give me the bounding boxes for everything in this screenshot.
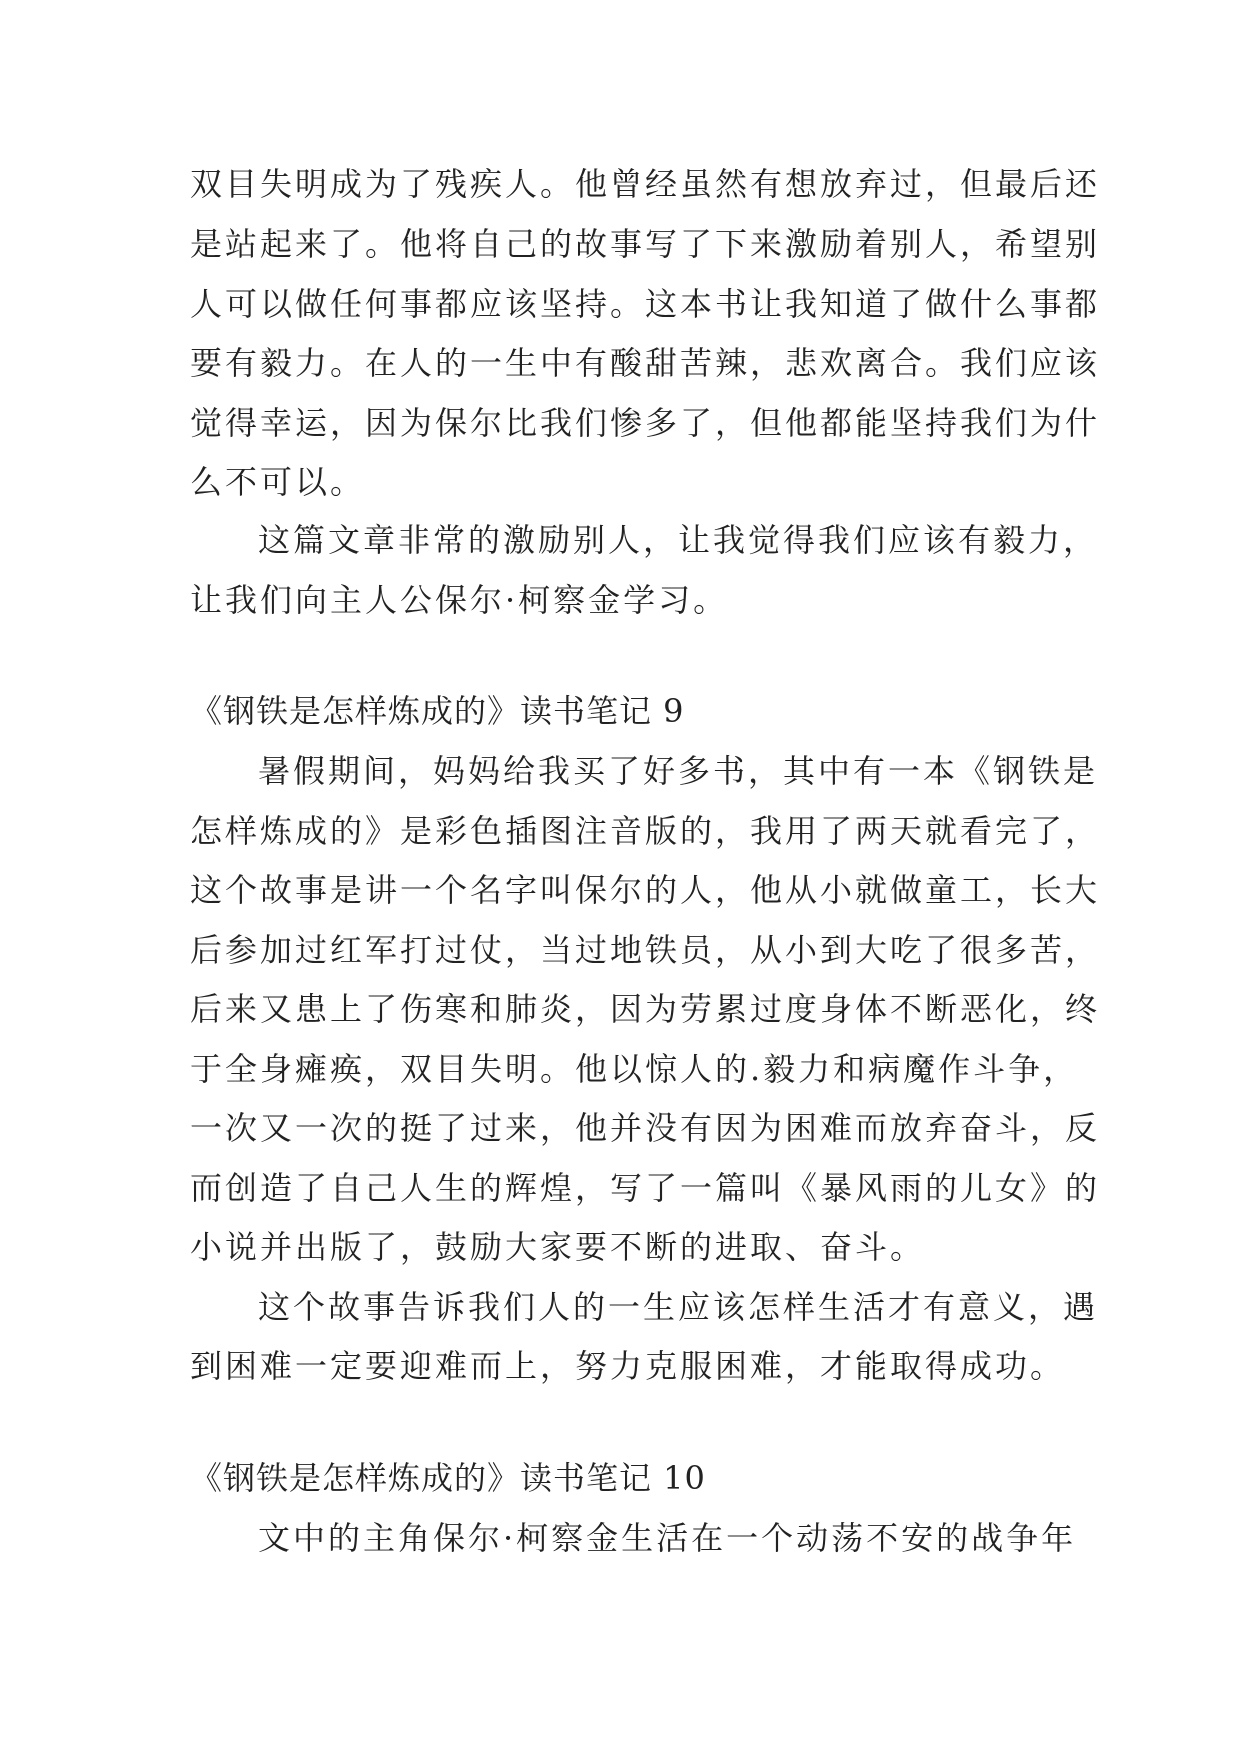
paragraph-3-line-8: 而创造了自己人生的辉煌，写了一篇叫《暴风雨的儿女》的	[190, 1169, 1101, 1207]
paragraph-1-line-3: 人可以做任何事都应该坚持。这本书让我知道了做什么事都	[190, 285, 1101, 323]
paragraph-3-line-4: 后参加过红军打过仗，当过地铁员，从小到大吃了很多苦，	[190, 931, 1101, 969]
paragraph-3-line-9: 小说并出版了，鼓励大家要不断的进取、奋斗。	[190, 1228, 926, 1266]
paragraph-5-line-1: 文中的主角保尔·柯察金生活在一个动荡不安的战争年	[258, 1519, 1077, 1557]
paragraph-2-line-2: 让我们向主人公保尔·柯察金学习。	[190, 581, 729, 619]
paragraph-3-line-1: 暑假期间，妈妈给我买了好多书，其中有一本《钢铁是	[258, 752, 1099, 790]
paragraph-3-line-2: 怎样炼成的》是彩色插图注音版的，我用了两天就看完了，	[190, 812, 1101, 850]
paragraph-3-line-3: 这个故事是讲一个名字叫保尔的人，他从小就做童工，长大	[190, 871, 1101, 909]
paragraph-3-line-6: 于全身瘫痪，双目失明。他以惊人的.毅力和病魔作斗争，	[190, 1050, 1079, 1088]
paragraph-1-line-1: 双目失明成为了残疾人。他曾经虽然有想放弃过，但最后还	[190, 165, 1101, 203]
paragraph-1-line-2: 是站起来了。他将自己的故事写了下来激励着别人，希望别	[190, 225, 1101, 263]
paragraph-4-line-2: 到困难一定要迎难而上，努力克服困难，才能取得成功。	[190, 1347, 1066, 1385]
paragraph-1-line-4: 要有毅力。在人的一生中有酸甜苦辣，悲欢离合。我们应该	[190, 344, 1101, 382]
paragraph-3-line-7: 一次又一次的挺了过来，他并没有因为困难而放弃奋斗，反	[190, 1109, 1101, 1147]
paragraph-1-line-6: 么不可以。	[190, 463, 366, 501]
section-heading-10: 《钢铁是怎样炼成的》读书笔记 10	[190, 1459, 706, 1497]
paragraph-2-line-1: 这篇文章非常的激励别人，让我觉得我们应该有毅力，	[258, 521, 1099, 559]
section-heading-9: 《钢铁是怎样炼成的》读书笔记 9	[190, 692, 685, 730]
paragraph-1-line-5: 觉得幸运，因为保尔比我们惨多了，但他都能坚持我们为什	[190, 404, 1101, 442]
paragraph-3-line-5: 后来又患上了伤寒和肺炎，因为劳累过度身体不断恶化，终	[190, 990, 1101, 1028]
paragraph-4-line-1: 这个故事告诉我们人的一生应该怎样生活才有意义，遇	[258, 1288, 1099, 1326]
